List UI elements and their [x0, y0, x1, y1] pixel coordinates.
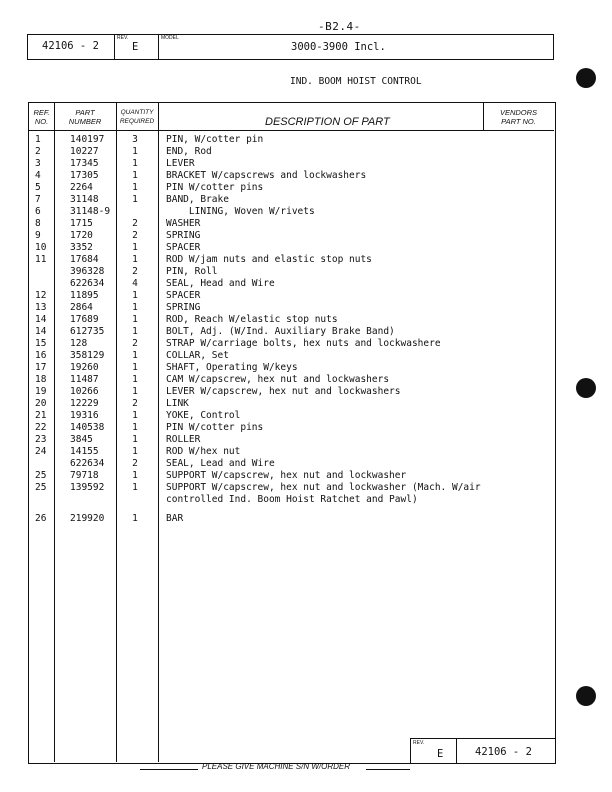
description: SPACER: [166, 242, 201, 253]
description: SPACER: [166, 290, 201, 301]
quantity: 3: [132, 134, 138, 145]
quantity: 1: [132, 422, 138, 433]
header-divider: [158, 34, 159, 60]
ref-no: 25: [35, 482, 47, 493]
quantity: 2: [132, 398, 138, 409]
part-number: 140197: [70, 134, 105, 145]
ref-no: 15: [35, 338, 47, 349]
ref-no: 5: [35, 182, 41, 193]
ref-no: 16: [35, 350, 47, 361]
footer-doc-number: 42106 - 2: [475, 746, 532, 758]
ref-no: 9: [35, 230, 41, 241]
part-number: 11487: [70, 374, 99, 385]
footer-rev-value: E: [437, 748, 444, 760]
column-rule: [54, 103, 55, 762]
quantity: 1: [132, 470, 138, 481]
description: COLLAR, Set: [166, 350, 229, 361]
quantity: 1: [132, 254, 138, 265]
punch-hole: [576, 686, 596, 706]
description: WASHER: [166, 218, 201, 229]
part-number: 17689: [70, 314, 99, 325]
part-number: 396328: [70, 266, 105, 277]
part-number: 612735: [70, 326, 105, 337]
footer-rev-label: REV.: [413, 740, 425, 746]
quantity: 2: [132, 230, 138, 241]
part-number: 12229: [70, 398, 99, 409]
parts-table: [28, 102, 556, 764]
description: ROD, Reach W/elastic stop nuts: [166, 314, 338, 325]
quantity: 1: [132, 242, 138, 253]
column-header-part: PART NUMBER: [68, 108, 102, 126]
ref-no: 3: [35, 158, 41, 169]
ref-no: 12: [35, 290, 47, 301]
quantity: 1: [132, 290, 138, 301]
quantity: 1: [132, 482, 138, 493]
ref-no: 20: [35, 398, 47, 409]
description: LEVER W/capscrew, hex nut and lockwashers: [166, 386, 401, 397]
description: ROLLER: [166, 434, 201, 445]
part-number: 31148-9: [70, 206, 111, 217]
part-number: 17684: [70, 254, 99, 265]
quantity: 1: [132, 362, 138, 373]
description: SUPPORT W/capscrew, hex nut and lockwasher: [166, 470, 407, 481]
column-header-desc: DESCRIPTION OF PART: [265, 116, 390, 128]
quantity: 1: [132, 434, 138, 445]
quantity: 2: [132, 458, 138, 469]
ref-no: 8: [35, 218, 41, 229]
punch-hole: [576, 378, 596, 398]
description: YOKE, Control: [166, 410, 241, 421]
part-number: 11895: [70, 290, 99, 301]
ref-no: 24: [35, 446, 47, 457]
ref-no: 13: [35, 302, 47, 313]
header-divider: [114, 34, 115, 60]
description: SUPPORT W/capscrew, hex nut and lockwasher (Mach. W/air: [166, 482, 481, 493]
quantity: 1: [132, 182, 138, 193]
quantity: 1: [132, 170, 138, 181]
column-rule: [116, 103, 117, 762]
column-header-vendor: VENDORS PART NO.: [499, 108, 538, 126]
quantity: 1: [132, 513, 138, 524]
description: SEAL, Head and Wire: [166, 278, 275, 289]
description: LEVER: [166, 158, 195, 169]
column-header-qty: QUANTITY REQUIRED: [119, 109, 155, 125]
part-number: 17305: [70, 170, 99, 181]
description: PIN W/cotter pins: [166, 422, 264, 433]
quantity: 1: [132, 410, 138, 421]
ref-no: 25: [35, 470, 47, 481]
description: PIN, Roll: [166, 266, 218, 277]
ref-no: 14: [35, 326, 47, 337]
column-header-ref: REF. NO.: [33, 108, 50, 126]
quantity: 1: [132, 146, 138, 157]
column-rule: [158, 103, 159, 762]
quantity: 1: [132, 194, 138, 205]
part-number: 1715: [70, 218, 93, 229]
description: STRAP W/carriage bolts, hex nuts and lockwashere: [166, 338, 441, 349]
quantity: 1: [132, 158, 138, 169]
footer-rule: [366, 769, 410, 770]
ref-no: 10: [35, 242, 47, 253]
page-number: -B2.4-: [318, 20, 361, 33]
ref-no: 6: [35, 206, 41, 217]
quantity: 2: [132, 266, 138, 277]
ref-no: 17: [35, 362, 47, 373]
quantity: 1: [132, 386, 138, 397]
description: controlled Ind. Boom Hoist Ratchet and Pawl): [166, 494, 418, 505]
description: PIN W/cotter pins: [166, 182, 264, 193]
part-number: 2264: [70, 182, 93, 193]
description: SEAL, Lead and Wire: [166, 458, 275, 469]
part-number: 139592: [70, 482, 105, 493]
part-number: 622634: [70, 458, 105, 469]
ref-no: 26: [35, 513, 47, 524]
ref-no: 21: [35, 410, 47, 421]
punch-hole: [576, 68, 596, 88]
quantity: 4: [132, 278, 138, 289]
quantity: 1: [132, 350, 138, 361]
ref-no: 2: [35, 146, 41, 157]
ref-no: 11: [35, 254, 47, 265]
footer-note: PLEASE GIVE MACHINE S/N W/ORDER: [202, 762, 351, 771]
quantity: 1: [132, 302, 138, 313]
description: END, Rod: [166, 146, 212, 157]
ref-no: 7: [35, 194, 41, 205]
part-number: 358129: [70, 350, 105, 361]
part-number: 79718: [70, 470, 99, 481]
ref-no: 19: [35, 386, 47, 397]
part-number: 128: [70, 338, 88, 349]
part-number: 219920: [70, 513, 105, 524]
description: SPRING: [166, 230, 201, 241]
footer-rule: [140, 769, 198, 770]
part-number: 140538: [70, 422, 105, 433]
quantity: 1: [132, 314, 138, 325]
description: BAND, Brake: [166, 194, 229, 205]
quantity: 2: [132, 218, 138, 229]
part-number: 1720: [70, 230, 93, 241]
description: LINING, Woven W/rivets: [166, 206, 315, 217]
ref-no: 1: [35, 134, 41, 145]
ref-no: 4: [35, 170, 41, 181]
part-number: 10266: [70, 386, 99, 397]
part-number: 3845: [70, 434, 93, 445]
header-doc-number: 42106 - 2: [42, 40, 99, 52]
quantity: 2: [132, 338, 138, 349]
description: CAM W/capscrew, hex nut and lockwashers: [166, 374, 390, 385]
header-model-value: 3000-3900 Incl.: [291, 41, 386, 53]
header-rev-label: REV.: [117, 35, 129, 41]
part-number: 622634: [70, 278, 105, 289]
part-number: 14155: [70, 446, 99, 457]
part-number: 10227: [70, 146, 99, 157]
quantity: 1: [132, 446, 138, 457]
header-rule: [29, 130, 554, 131]
description: ROD W/hex nut: [166, 446, 241, 457]
part-number: 19316: [70, 410, 99, 421]
part-number: 2864: [70, 302, 93, 313]
description: BAR: [166, 513, 184, 524]
ref-no: 23: [35, 434, 47, 445]
part-number: 31148: [70, 194, 99, 205]
part-number: 19260: [70, 362, 99, 373]
description: SHAFT, Operating W/keys: [166, 362, 298, 373]
section-title: IND. BOOM HOIST CONTROL: [290, 76, 422, 87]
description: BOLT, Adj. (W/Ind. Auxiliary Brake Band): [166, 326, 395, 337]
description: ROD W/jam nuts and elastic stop nuts: [166, 254, 372, 265]
header-model-label: MODEL: [161, 35, 179, 41]
footer-divider: [456, 738, 457, 764]
ref-no: 14: [35, 314, 47, 325]
description: SPRING: [166, 302, 201, 313]
quantity: 1: [132, 326, 138, 337]
header-rev-value: E: [132, 41, 139, 53]
description: PIN, W/cotter pin: [166, 134, 264, 145]
part-number: 17345: [70, 158, 99, 169]
description: LINK: [166, 398, 189, 409]
quantity: 1: [132, 374, 138, 385]
description: BRACKET W/capscrews and lockwashers: [166, 170, 367, 181]
part-number: 3352: [70, 242, 93, 253]
ref-no: 22: [35, 422, 47, 433]
ref-no: 18: [35, 374, 47, 385]
